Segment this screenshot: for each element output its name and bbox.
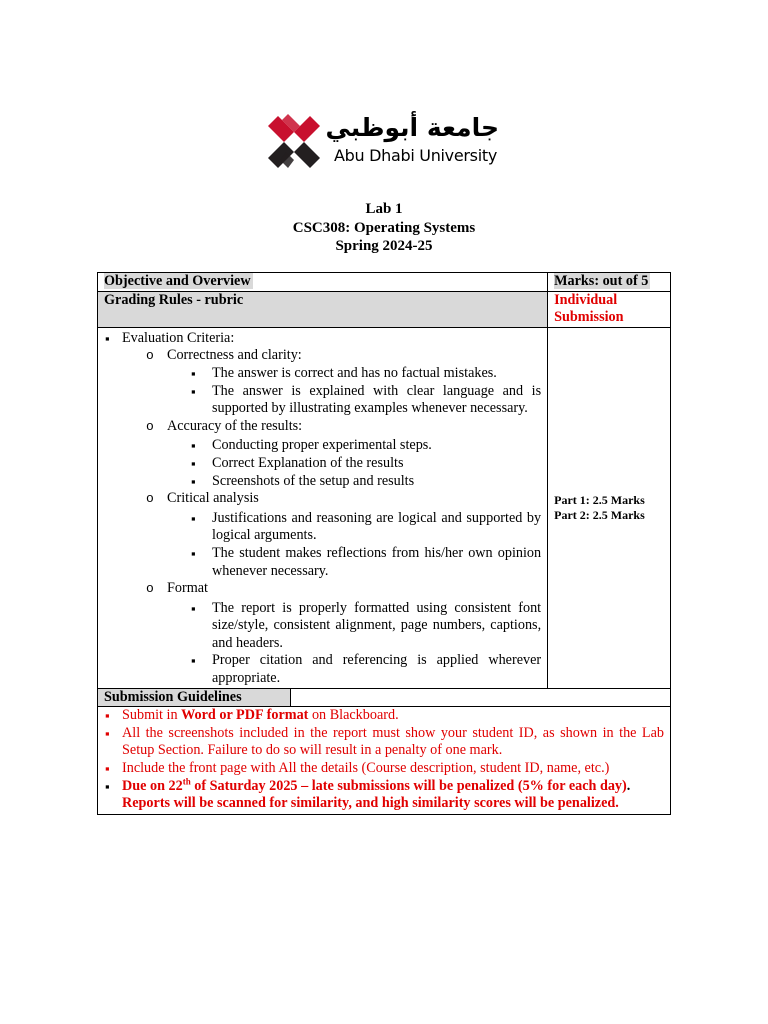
criteria-items — [104, 510, 541, 580]
rubric-table — [97, 272, 671, 815]
due-date-text: Due on 22 — [122, 777, 183, 794]
criteria-group — [104, 347, 541, 365]
criteria-group — [104, 580, 541, 598]
criteria-name: Accuracy of the results: — [167, 417, 303, 434]
submission-type: Individual Submission — [554, 291, 624, 326]
list-item — [104, 707, 664, 725]
criteria-name: Critical analysis — [167, 490, 259, 507]
university-logo — [264, 110, 504, 176]
list-item: ▪ Justifications and reasoning are logical and supported by logical arguments. — [104, 510, 541, 545]
list-item: ▪ The answer is explained with clear language and is supported by illustrating examples whenever necessary. — [104, 383, 541, 418]
submission-format: Word or PDF format — [181, 707, 309, 724]
circle-bullet-icon: o — [146, 491, 154, 507]
criteria-name: Correctness and clarity: — [167, 347, 302, 364]
marks-header: Marks: out of 5 — [554, 273, 649, 289]
list-item: ▪ The student makes reflections from his/her own opinion whenever necessary. — [104, 545, 541, 580]
submission-text: Submit in — [122, 707, 182, 724]
criteria-name: Format — [167, 580, 208, 597]
logo-english-name: Abu Dhabi University — [334, 146, 497, 165]
due-date-sup: th — [182, 775, 191, 786]
list-item: ▪ Proper citation and referencing is applied wherever appropriate. — [104, 652, 541, 687]
list-item: ▪ All the screenshots included in the report must show your student ID, as shown in the Lab Setup Section. Failure to do so will result in a penalty of one mark. — [104, 725, 664, 760]
list-item — [104, 330, 541, 348]
criteria-group — [104, 490, 541, 508]
list-item: ▪ Include the front page with All the details (Course description, student ID, name, etc.) — [104, 760, 664, 778]
logo-arabic-name: جامعة أبوظبي — [325, 113, 499, 142]
marks-breakdown-cell — [548, 327, 671, 688]
list-item: ▪ Screenshots of the setup and results — [104, 473, 541, 491]
term-title: Spring 2024-25 — [335, 238, 433, 254]
submission-text: on Blackboard. — [308, 707, 399, 724]
criteria-items — [104, 600, 541, 688]
circle-bullet-icon: o — [146, 581, 154, 597]
criteria-groups — [104, 580, 541, 598]
grading-rules-label: Grading Rules — [104, 291, 193, 308]
lab-title: Lab 1 — [365, 201, 403, 217]
criteria-items — [104, 365, 541, 418]
circle-bullet-icon: o — [146, 348, 154, 364]
submission-list — [104, 707, 664, 795]
grading-rules-cell — [98, 291, 548, 327]
adu-logo-mark-icon — [264, 112, 324, 172]
submission-header: Submission Guidelines — [104, 688, 242, 705]
submission-header-empty — [290, 688, 670, 707]
list-item — [104, 775, 664, 796]
marks-part2: Part 2: 2.5 Marks — [554, 507, 645, 522]
marks-header-cell — [548, 273, 671, 292]
objective-header-cell — [98, 273, 548, 292]
criteria-cell — [98, 327, 548, 688]
criteria-group — [104, 418, 541, 436]
document-heading — [0, 200, 768, 256]
due-date-period: . — [626, 777, 631, 794]
table-header-row — [98, 273, 671, 292]
grading-row — [98, 291, 671, 327]
marks-part1: Part 1: 2.5 Marks — [554, 492, 645, 507]
list-item: ▪ Correct Explanation of the results — [104, 455, 541, 473]
criteria-items — [104, 437, 541, 490]
objective-header: Objective and Overview — [104, 273, 251, 289]
criteria-row — [98, 327, 671, 688]
criteria-list — [104, 330, 541, 348]
criteria-groups — [104, 347, 541, 365]
list-item: ▪ Conducting proper experimental steps. — [104, 437, 541, 455]
criteria-groups — [104, 418, 541, 436]
submission-row — [98, 707, 671, 815]
submission-header-row — [98, 688, 671, 707]
course-title: CSC308: Operating Systems — [292, 219, 476, 236]
circle-bullet-icon: o — [146, 418, 154, 434]
criteria-groups — [104, 490, 541, 508]
list-item: ▪ The answer is correct and has no factual mistakes. — [104, 365, 541, 383]
submission-header-cell — [98, 688, 291, 707]
criteria-title: Evaluation Criteria: — [122, 329, 235, 346]
list-item: ▪ The report is properly formatted using consistent font size/style, consistent alignment, page numbers, captions, and headers. — [104, 600, 541, 653]
grading-rules-suffix: - rubric — [192, 291, 244, 308]
due-date-text: of Saturday 2025 – late submissions will be penalized (5% for each day) — [190, 777, 627, 794]
similarity-note: Reports will be scanned for similarity, and high similarity scores will be penalized. — [122, 795, 619, 812]
submission-cell — [98, 707, 671, 815]
submission-type-cell — [548, 291, 671, 327]
